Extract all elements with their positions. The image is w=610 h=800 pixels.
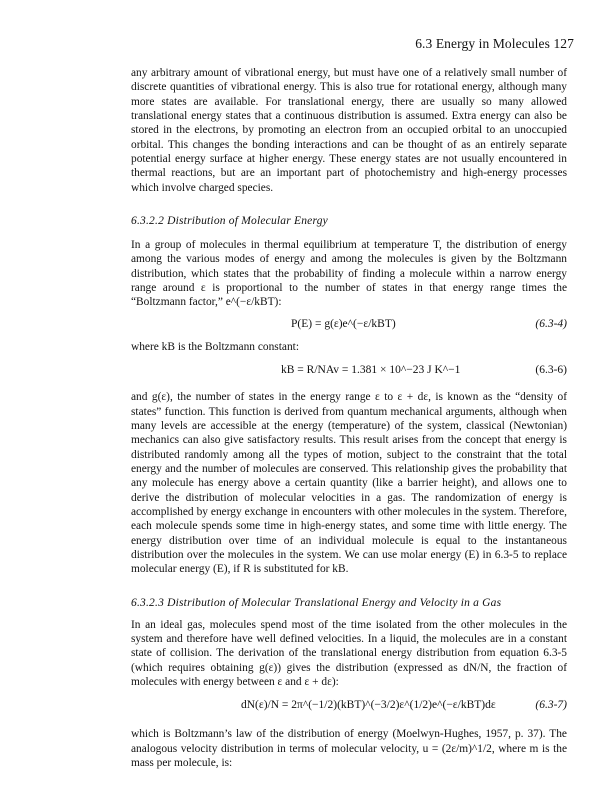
- equation-number: (6.3-7): [535, 699, 567, 712]
- equation-number: (6.3-6): [535, 364, 567, 377]
- equation-number: (6.3-4): [535, 317, 567, 330]
- running-head: 6.3 Energy in Molecules 127: [415, 36, 574, 51]
- equation-6-3-4: [131, 316, 567, 336]
- section-heading-translational-energy: 6.3.2.3 Distribution of Molecular Translational Energy and Velocity in a Gas: [131, 596, 502, 609]
- section-heading-molecular-energy: 6.3.2.2 Distribution of Molecular Energy: [131, 215, 328, 228]
- equation-expression: P(E) = g(ε)e^(−ε/kBT): [291, 317, 396, 330]
- paragraph-boltzmann-constant-intro: where kB is the Boltzmann constant:: [131, 340, 299, 353]
- paragraph-boltzmann-distribution: In a group of molecules in thermal equilibrium at temperature T, the distribution of energy among the various modes of energy and among the molecules is given by the Boltzmann distribution, which states that the probability of finding a molecule within a narrow energy range around ε is proportional to the number of states in that energy range times the “Boltzmann factor,” e^(−ε/kBT):: [131, 239, 567, 309]
- equation-expression: kB = R/NAv = 1.381 × 10^−23 J K^−1: [281, 364, 461, 377]
- paragraph-energy-storage: any arbitrary amount of vibrational energy, but must have one of a relatively small number of discrete quantities of vibrational energy. This is also true for rotational energy, although many more states are available. For translational energy, there are usually so many allowed translational energy states that a continuous distribution is assumed. Extra energy can also be stored in the electrons, by promoting an electron from an occupied orbital to an unoccupied orbital. This changes the bonding interactions and can be thought of as an entirely separate potential energy surface at higher energy. These energy states are not usually encountered in thermal reactions, but are an important part of photochemistry and high-energy processes which involve charged species.: [131, 67, 567, 194]
- equation-expression: dN(ε)/N = 2π^(−1/2)(kBT)^(−3/2)ε^(1/2)e^(−ε/kBT)dε: [241, 699, 496, 712]
- page-body: [131, 66, 567, 770]
- paragraph-density-of-states: and g(ε), the number of states in the energy range ε to ε + dε, is known as the “density of states” function. This function is derived from quantum mechanical arguments, although when many levels are accessible at the energy (temperature) of the system, classical (Newtonian) mechanics can also give satisfactory results. This result arises from the concept that energy is distributed randomly among all the types of motion, subject to the constraint that the total energy and the number of molecules are conserved. This relationship gives the probability that any molecule has energy above a certain quantity (like a barrier height), and allows one to derive the distribution of molecular velocities in a gas. The randomization of energy is accomplished by energy exchange in encounters with other molecules in the system. Therefore, each molecule spends some time in high-energy states, and some time with little energy. The energy distribution over time of an individual molecule is equal to the instantaneous distribution over the molecules in the system. We can use molar energy (E) in 6.3-5 to replace molecular energy (E), if R is substituted for kB.: [131, 391, 567, 576]
- equation-6-3-7: [131, 697, 567, 717]
- paragraph-ideal-gas: In an ideal gas, molecules spend most of the time isolated from the other molecules in the system and therefore have well defined velocities. In a liquid, the molecules are in a constant state of collision. The derivation of the translational energy distribution from equation 6.3-5 (which requires obtaining g(ε)) gives the distribution (expressed as dN/N, the fraction of molecules with energy between ε and ε + dε):: [131, 618, 567, 688]
- paragraph-velocity-distribution: which is Boltzmann’s law of the distribution of energy (Moelwyn-Hughes, 1957, p. 37). The analogous velocity distribution in terms of molecular velocity, u = (2ε/m)^1/2, where m is the mass per molecule, is:: [131, 728, 567, 770]
- equation-6-3-6: [131, 362, 567, 382]
